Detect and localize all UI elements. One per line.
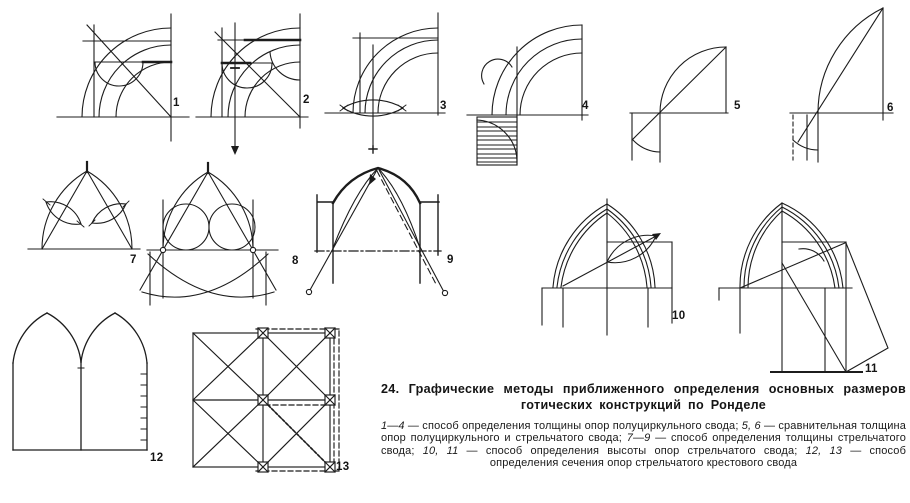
figure-9-drawing <box>306 146 447 296</box>
figure-label-1: 1 <box>173 97 180 109</box>
figure-label-4: 4 <box>582 100 589 112</box>
scale-ticks <box>141 374 147 440</box>
figure-label-6: 6 <box>887 102 894 114</box>
figure-label-13: 13 <box>336 461 350 473</box>
figure-label-7: 7 <box>130 254 137 266</box>
hatching <box>477 122 517 162</box>
caption-text: — сравнительная толщина опор полуциркульного и стрельчатого свода; <box>381 420 906 445</box>
figure-ref: 1—4 <box>381 420 405 432</box>
figure-6-drawing <box>790 8 893 162</box>
figure-4-drawing <box>467 25 588 165</box>
figure-8-drawing <box>140 163 278 305</box>
arrowhead-icon <box>652 233 661 240</box>
figure-label-12: 12 <box>150 452 164 464</box>
figure-2-drawing <box>196 14 308 155</box>
figure-label-11: 11 <box>865 363 878 375</box>
figure-label-3: 3 <box>440 100 447 112</box>
figure-3-drawing <box>325 13 445 148</box>
figure-label-9: 9 <box>447 254 454 266</box>
caption-text: — способ определения сечения опор стрельчатого крестового свода <box>489 444 907 470</box>
caption-title: 24. Графические методы приближенного определения основных размеров готических конструкций по Ронделе <box>381 382 906 412</box>
figure-1-drawing <box>57 14 189 141</box>
figure-label-5: 5 <box>734 100 741 112</box>
figure-label-8: 8 <box>292 255 299 267</box>
down-arrow-icon <box>231 146 239 155</box>
ticked-diagonal <box>265 402 332 469</box>
caption-text: — способ определения толщины опор полуциркульного свода; <box>404 420 742 432</box>
figure-11-drawing <box>719 203 888 372</box>
figure-ref: 5, 6 <box>741 420 761 432</box>
cross-tick <box>369 146 377 153</box>
figure-caption <box>381 381 906 470</box>
figure-13-drawing <box>193 328 339 472</box>
caption-text: — способ определения толщины стрельчатого свода; <box>381 432 906 457</box>
figure-ref: 10, 11 <box>422 444 459 457</box>
figure-ref: 12, 13 <box>805 444 843 457</box>
figure-12-drawing <box>13 313 147 450</box>
figure-label-10: 10 <box>672 310 686 322</box>
figure-7-drawing <box>28 162 140 249</box>
figure-10-drawing <box>542 199 672 335</box>
caption-description <box>381 420 906 470</box>
figure-ref: 7—9 <box>626 432 651 445</box>
arrowhead-icon <box>369 174 376 185</box>
figure-label-2: 2 <box>303 94 310 106</box>
caption-text: — способ определения высоты опор стрельчатого свода; <box>458 444 806 457</box>
figure-5-drawing <box>630 47 728 162</box>
